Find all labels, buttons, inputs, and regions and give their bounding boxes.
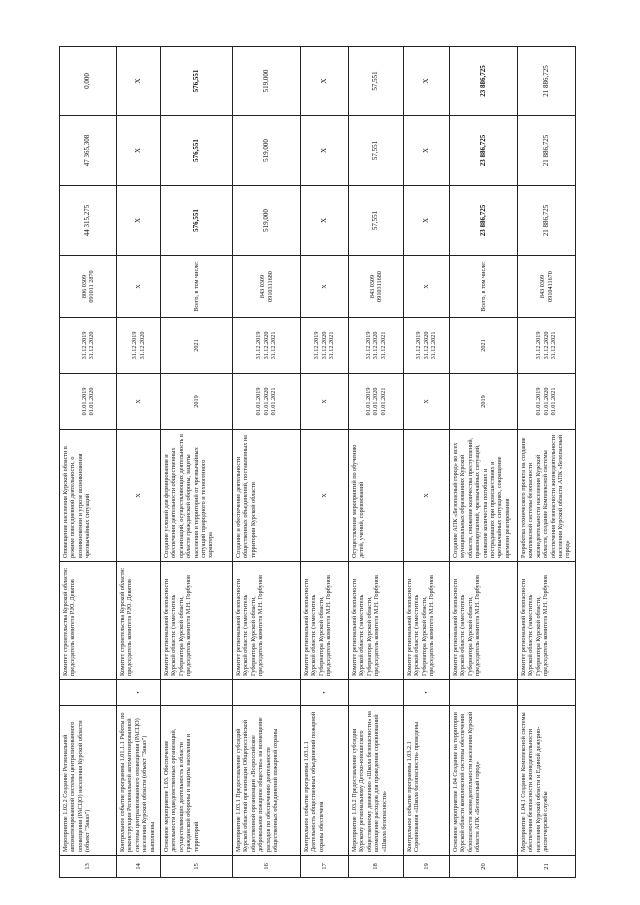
program-measures-table [59, 46, 576, 878]
marker-cell [518, 680, 576, 706]
end-date-cell: 2021 [450, 318, 518, 374]
end-date-cell: 31.12.2019 31.12.2020 31.12.2021 [349, 318, 404, 374]
measure-cell: Контрольное событие программы 1.01.1.1 Работы по реконструкции Региональной автоматизированной системы централизованного оповещения (РАСЦО) населения Курской области (объект "Заказ") выполнены [117, 706, 161, 856]
value-2020-cell: 57,551 [349, 116, 404, 186]
kbk-cell: Х [301, 256, 349, 318]
row-number: 13 [60, 856, 117, 878]
kbk-cell: Всего, в том числе: [450, 256, 518, 318]
table-row [117, 47, 161, 878]
marker-cell [161, 680, 233, 706]
executor-cell: Комитет региональной безопасности Курской области: (заместитель Губернатора Курской области, председатель комитета М.Н. Горбунов [349, 562, 404, 680]
end-date-cell: 31.12.2019 31.12.2020 [60, 318, 117, 374]
marker-cell: • [404, 680, 450, 706]
executor-cell: Комитет региональной безопасности Курской области: (заместитель Губернатора Курской области, председатель комитета М.Н. Горбунов [301, 562, 349, 680]
kbk-cell: Х [404, 256, 450, 318]
value-2019-cell: Х [117, 186, 161, 256]
executor-cell: Комитет региональной безопасности Курской области: (заместитель Губернатора Курской области, председатель комитета М.Н. Горбунов [233, 562, 301, 680]
value-2021-cell: 519,000 [233, 47, 301, 116]
table-row [518, 47, 576, 878]
value-2020-cell: Х [404, 116, 450, 186]
marker-cell [450, 680, 518, 706]
end-date-cell: 31.12.2019 31.12.2020 31.12.2021 [233, 318, 301, 374]
table-row [450, 47, 518, 878]
row-number: 16 [233, 856, 301, 878]
value-2020-cell: 21 886,725 [518, 116, 576, 186]
kbk-cell: 843 0309 0910311680 [349, 256, 404, 318]
result-cell: Х [117, 430, 161, 562]
row-number: 21 [518, 856, 576, 878]
value-2020-cell: 519,000 [233, 116, 301, 186]
start-date-cell: 01.01.2019 01.01.2020 01.01.2021 [233, 374, 301, 430]
executor-cell: Комитет строительства Курской области: председатель комитета Р.Ю. Девятов [60, 562, 117, 680]
marker-cell [60, 680, 117, 706]
end-date-cell: 31.12.2019 31.12.2020 31.12.2021 [404, 318, 450, 374]
value-2019-cell: 57,551 [349, 186, 404, 256]
end-date-cell: 31.12.2019 31.12.2020 31.12.2021 [518, 318, 576, 374]
executor-cell: Комитет региональной безопасности Курской области: (заместитель Губернатора Курской области, председатель комитета М.Н. Горбунов [518, 562, 576, 680]
result-cell: Создание условий для формирования и обеспечения деятельности общественных организаций, осуществляющих деятельность в области гражданской обороны, защиты населения и территорий от чрезвычайных ситуаций природного и техногенного характера [161, 430, 233, 562]
kbk-cell: 806 0309 091011 2870 [60, 256, 117, 318]
start-date-cell: 01.01.2019 01.01.2020 01.01.2021 [518, 374, 576, 430]
result-cell: Создание АПК «Безопасный город» во всех муниципальных образованиях Курской области, снижение количества преступлений, правонарушений, чрезвычайных ситуаций, снижение количества погибших и пострадавших при происшествиях и чрезвычайных ситуациях, сокращение времени реагирования [450, 430, 518, 562]
value-2019-cell: Х [301, 186, 349, 256]
measure-cell: Контрольное событие программы 1.03.2.1 Соревнования «Школа безопасности» проведены [404, 706, 450, 856]
value-2020-cell: 576,551 [161, 116, 233, 186]
value-2019-cell: 23 886,725 [450, 186, 518, 256]
start-date-cell: Х [117, 374, 161, 430]
end-date-cell: 31.12.2019 31.12.2020 [117, 318, 161, 374]
value-2021-cell: Х [117, 47, 161, 116]
start-date-cell: 01.01.2019 01.01.2020 [60, 374, 117, 430]
value-2019-cell: 519,000 [233, 186, 301, 256]
value-2020-cell: 47 365,308 [60, 116, 117, 186]
kbk-cell: 843 0309 0910411670 [518, 256, 576, 318]
value-2021-cell: 23 886,725 [450, 47, 518, 116]
marker-cell: • [117, 680, 161, 706]
result-cell: Х [404, 430, 450, 562]
table-body [60, 47, 576, 878]
table-row [404, 47, 450, 878]
table-row [60, 47, 117, 878]
measure-cell: Мероприятие 1.02.2 Создание Региональной автоматизированной системы централизованного оповещения (РАСЦО) населения Курской области (объект "Заказ") [60, 706, 117, 856]
value-2019-cell: Х [404, 186, 450, 256]
value-2021-cell: 57,551 [349, 47, 404, 116]
measure-cell: Мероприятие 1.03.2 Предоставление субсидии Курскому региональному Детско-юношеского общественному движению «Школа безопасности» на возмещение расходов для проведения соревнований «Школа безопасности» [349, 706, 404, 856]
value-2021-cell: 0,000 [60, 47, 117, 116]
result-cell: Х [301, 430, 349, 562]
value-2021-cell: 576,551 [161, 47, 233, 116]
table-row [349, 47, 404, 878]
value-2019-cell: 21 886,725 [518, 186, 576, 256]
value-2020-cell: Х [117, 116, 161, 186]
table-row [301, 47, 349, 878]
table-row [233, 47, 301, 878]
executor-cell: Комитет региональной безопасности Курской области: (заместитель Губернатора Курской области, председатель комитета М.Н. Горбунов [450, 562, 518, 680]
kbk-cell: 843 0309 0910311680 [233, 256, 301, 318]
measure-cell: Контрольное событие программы 1.03.1.1 Деятельность общественных объединений пожарной охраны обеспечена [301, 706, 349, 856]
executor-cell: Комитет региональной безопасности Курской области: (заместитель Губернатора Курской области, председатель комитета М.Н. Горбунов [404, 562, 450, 680]
value-2021-cell: 21 886,725 [518, 47, 576, 116]
marker-cell [233, 680, 301, 706]
start-date-cell: Х [301, 374, 349, 430]
value-2019-cell: 576,551 [161, 186, 233, 256]
end-date-cell: 2021 [161, 318, 233, 374]
start-date-cell: 2019 [161, 374, 233, 430]
kbk-cell: Х [117, 256, 161, 318]
marker-cell [349, 680, 404, 706]
measure-cell: Основное мероприятие 1.04 Создание на территории Курской области комплексной системы обеспечения безопасности жизнедеятельности населения Курской области АПК «Безопасный город» [450, 706, 518, 856]
measure-cell: Основное мероприятие 1.03. Обеспечение деятельности подведомственных организаций, осуществляющих деятельность в области гражданской обороны и защиты населения и территорий [161, 706, 233, 856]
row-number: 18 [349, 856, 404, 878]
value-2021-cell: Х [301, 47, 349, 116]
measure-cell: Мероприятие 1.03.1 Предоставление субсидий Курской областной организации Общероссийской общественной организации «Всероссийское добровольное пожарное общество» на возмещение расходов по обеспечению деятельности общественных объединений пожарной охраны [233, 706, 301, 856]
row-number: 14 [117, 856, 161, 878]
kbk-cell: Всего, в том числе: [161, 256, 233, 318]
value-2021-cell: Х [404, 47, 450, 116]
row-number: 19 [404, 856, 450, 878]
row-number: 15 [161, 856, 233, 878]
result-cell: Осуществление мероприятий по обучению детей, учений, соревнований [349, 430, 404, 562]
result-cell: Разработка технического проекта на создание комплексной системы безопасности жизнедеятельности населения Курской области, создание Комплексной системы обеспечения безопасности жизнедеятельности населения Курской области АПК «Безопасный город» [518, 430, 576, 562]
value-2019-cell: 44 315,275 [60, 186, 117, 256]
row-number: 17 [301, 856, 349, 878]
executor-cell: Комитет строительства Курской области: председатель комитета Р.Ю. Девятов [117, 562, 161, 680]
start-date-cell: 2019 [450, 374, 518, 430]
table-row [161, 47, 233, 878]
value-2020-cell: Х [301, 116, 349, 186]
marker-cell: • [301, 680, 349, 706]
start-date-cell: 01.01.2019 01.01.2020 01.01.2021 [349, 374, 404, 430]
executor-cell: Комитет региональной безопасности Курской области: (заместитель Губернатора Курской области, председатель комитета М.Н. Горбунов [161, 562, 233, 680]
result-cell: Оповещение населения Курской области в режиме повседневной деятельности, о возникновении и угрозе возникновения чрезвычайных ситуаций [60, 430, 117, 562]
row-number: 20 [450, 856, 518, 878]
end-date-cell: 31.12.2019 31.12.2020 31.12.2021 [301, 318, 349, 374]
measure-cell: Мероприятие 1.04.1 Создание Комплексной системы обеспечения безопасности жизнедеятельности населения Курской области и Единой дежурно-диспетчерской службы [518, 706, 576, 856]
rotated-table-container [59, 47, 575, 878]
result-cell: Создание и обеспечение деятельности общественных объединений, поставленных на территории Курской области [233, 430, 301, 562]
value-2020-cell: 23 886,725 [450, 116, 518, 186]
start-date-cell: Х [404, 374, 450, 430]
